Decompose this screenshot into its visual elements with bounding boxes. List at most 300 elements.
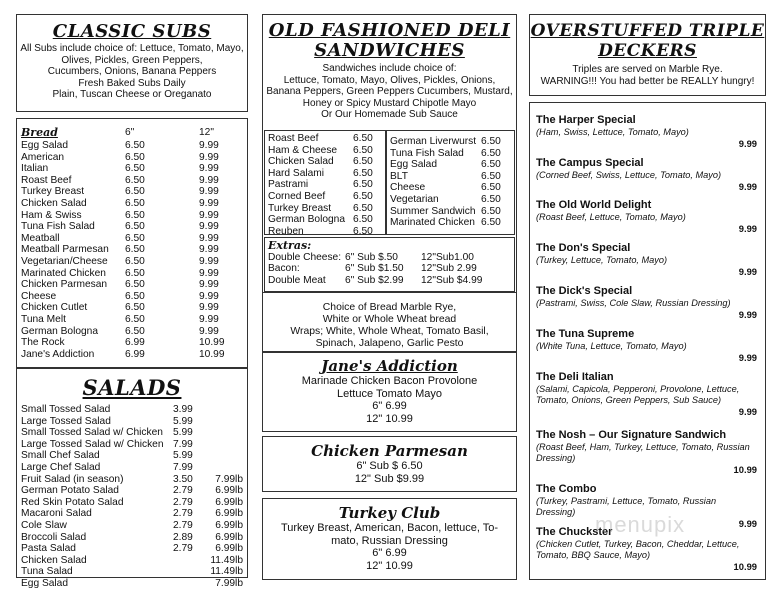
sub-name: Ham & Swiss	[21, 209, 82, 221]
sub-row	[17, 314, 247, 326]
salad-price: 2.79	[173, 543, 193, 555]
sub-price-6: 6.50	[125, 151, 145, 163]
deli-price: 6.50	[353, 133, 373, 144]
sub-name: Tuna Fish Salad	[21, 221, 95, 233]
salad-price-lb: 11.49lb	[210, 554, 243, 566]
deli-price: 6.50	[353, 179, 373, 191]
salad-price-lb: 6.99lb	[215, 531, 243, 543]
extra-name: Double Meat	[268, 274, 326, 286]
sub-name: German Bologna	[21, 325, 99, 337]
deli-price: 6.50	[481, 217, 501, 229]
extra-price-12: 12"Sub 2.99	[421, 263, 477, 275]
salad-name: German Potato Salad	[21, 485, 119, 497]
salad-name: Egg Salad	[21, 577, 69, 589]
triple-price: 9.99	[738, 406, 757, 418]
extra-price-6: 6" Sub $1.50	[345, 263, 404, 275]
salad-name: Chicken Salad	[21, 554, 87, 566]
sub-price-12: 9.99	[199, 267, 219, 279]
deli-list-left-box	[264, 130, 386, 235]
triple-name: The Old World Delight	[536, 199, 652, 211]
sub-price-12: 9.99	[199, 325, 219, 337]
sub-price-6: 6.50	[125, 163, 145, 175]
detail-line: Lettuce Tomato Mayo	[337, 387, 442, 400]
sub-row	[17, 163, 247, 175]
salad-price: 7.99	[173, 461, 193, 473]
bread-choice-text	[263, 302, 516, 350]
janes-addiction-title: Jane's Addiction	[321, 357, 458, 375]
deli-row	[387, 194, 514, 206]
triple-name: The Dick's Special	[536, 285, 633, 297]
salad-row	[17, 439, 247, 451]
sub-price-12: 10.99	[199, 337, 225, 349]
salad-name: Tuna Salad	[21, 566, 73, 578]
triple-name: The Combo	[536, 483, 597, 495]
deli-name: Marinated Chicken	[390, 217, 475, 229]
deli-row	[387, 148, 514, 160]
salad-name: Broccoli Salad	[21, 531, 87, 543]
salad-row	[17, 578, 247, 590]
salads-title: SALADS	[82, 375, 182, 400]
salad-name: Large Tossed Salad	[21, 415, 111, 427]
desc-line: All Subs include choice of: Lettuce, Tomato, Mayo,	[20, 43, 244, 54]
extra-price-12: 12"Sub $4.99	[421, 274, 483, 286]
salad-row	[17, 532, 247, 544]
deli-title-line: OLD FASHIONED DELI	[268, 20, 511, 41]
deli-row	[387, 171, 514, 183]
triple-desc: (Roast Beef, Ham, Turkey, Lettuce, Tomato, Russian Dressing)	[536, 442, 750, 464]
deli-price: 6.50	[353, 144, 373, 156]
deli-price: 6.50	[353, 156, 373, 168]
deli-list-right-box	[386, 130, 515, 235]
sub-row	[17, 326, 247, 338]
deli-list-left	[265, 133, 385, 237]
deli-price: 6.50	[353, 214, 373, 226]
sub-row	[17, 349, 247, 361]
extras-label-row	[265, 240, 514, 252]
sub-price-12: 9.99	[199, 209, 219, 221]
desc-line: Or Our Homemade Sub Sauce	[321, 109, 458, 121]
deli-row	[265, 191, 385, 203]
detail-line: mato, Russian Dressing	[331, 534, 448, 547]
extras-list	[265, 252, 514, 287]
deli-name: Vegetarian	[390, 193, 439, 205]
sub-name: Meatball	[21, 232, 60, 244]
triple-name: The Campus Special	[536, 157, 644, 169]
sub-price-12: 9.99	[199, 163, 219, 175]
deli-name: German Bologna	[268, 214, 346, 226]
triple-desc: (Roast Beef, Lettuce, Tomato, Mayo)	[536, 212, 686, 222]
salad-name: Large Tossed Salad w/ Chicken	[21, 438, 164, 450]
deli-price: 6.50	[481, 147, 501, 159]
salad-price: 5.99	[173, 450, 193, 462]
sub-price-6: 6.50	[125, 140, 145, 151]
sub-name: Tuna Melt	[21, 313, 66, 325]
salad-price: 7.99	[173, 438, 193, 450]
deli-description	[263, 63, 516, 121]
sub-row	[17, 221, 247, 233]
triple-item	[536, 156, 757, 193]
deli-row	[387, 217, 514, 229]
detail-line: Turkey Breast, American, Bacon, lettuce, To-	[280, 522, 499, 534]
deli-name: Pastrami	[268, 179, 309, 191]
sub-price-6: 6.50	[125, 267, 145, 279]
sub-price-6: 6.50	[125, 302, 145, 314]
deli-price: 6.50	[481, 170, 501, 182]
triple-desc: (Salami, Capicola, Pepperoni, Provolone, Lettuce, Tomato, Onions, Green Peppers, Sub Sauce)	[536, 384, 740, 406]
sub-price-12: 9.99	[199, 197, 219, 209]
sub-price-12: 9.99	[199, 255, 219, 267]
deli-name: Corned Beef	[268, 190, 326, 202]
turkey-club-panel	[262, 498, 517, 580]
sub-price-6: 6.50	[125, 197, 145, 209]
salad-price: 2.79	[173, 485, 193, 497]
sub-price-6: 6.50	[125, 186, 145, 198]
bread-line: Wraps; White, Whole Wheat, Tomato Basil,	[290, 326, 489, 337]
classic-subs-panel	[16, 14, 248, 112]
turkey-club-title: Turkey Club	[338, 504, 441, 522]
sub-row	[17, 175, 247, 187]
extra-price-12: 12"Sub1.00	[421, 251, 474, 263]
deli-price: 6.50	[353, 202, 373, 214]
sub-row	[17, 337, 247, 349]
sub-name: Italian	[21, 163, 49, 175]
sub-row	[17, 152, 247, 164]
sub-name: Jane's Addiction	[21, 348, 95, 360]
salad-price-lb: 6.99lb	[215, 519, 243, 531]
classic-subs-description	[17, 43, 247, 101]
deli-row	[265, 214, 385, 226]
sub-name: Turkey Breast	[21, 186, 85, 198]
salad-row	[17, 566, 247, 578]
salad-name: Small Tossed Salad w/ Chicken	[21, 427, 163, 439]
six-inch-header: 6"	[125, 127, 135, 138]
salad-price-lb: 6.99lb	[215, 496, 243, 508]
sub-name: Meatball Parmesan	[21, 244, 109, 256]
triple-item	[536, 198, 757, 235]
deli-title	[263, 21, 516, 61]
extra-row	[265, 252, 514, 264]
desc-line: Cucumbers, Onions, Banana Peppers	[47, 66, 217, 78]
sub-price-12: 9.99	[199, 221, 219, 233]
detail-line: 12" Sub $9.99	[354, 472, 425, 485]
sub-price-12: 9.99	[199, 302, 219, 314]
deli-name: Roast Beef	[268, 133, 319, 144]
salad-row	[17, 543, 247, 555]
salad-price: 2.79	[173, 496, 193, 508]
deli-name: Turkey Breast	[268, 202, 332, 214]
desc-line: Banana Peppers, Green Peppers Cucumbers, Mustard,	[266, 86, 513, 98]
salad-row	[17, 485, 247, 497]
sub-name: Marinated Chicken	[21, 267, 106, 279]
sub-price-12: 9.99	[199, 232, 219, 244]
desc-line: Fresh Baked Subs Daily	[78, 77, 186, 89]
salad-price: 5.99	[173, 415, 193, 427]
triple-name: The Don's Special	[536, 242, 631, 254]
salad-price: 2.79	[173, 519, 193, 531]
triple-name: The Harper Special	[536, 114, 636, 126]
deli-row	[265, 168, 385, 180]
deli-price: 6.50	[481, 159, 501, 171]
triple-price: 9.99	[738, 138, 757, 150]
sub-row	[17, 198, 247, 210]
salad-price: 5.99	[173, 427, 193, 439]
salad-price: 2.79	[173, 508, 193, 520]
detail-line: 12" 10.99	[366, 559, 413, 572]
sub-name: Chicken Parmesan	[21, 279, 108, 291]
sub-row	[17, 268, 247, 280]
deli-price: 6.50	[481, 182, 501, 194]
sub-row	[17, 244, 247, 256]
triple-price: 9.99	[738, 518, 757, 530]
salad-name: Pasta Salad	[21, 543, 76, 555]
turkey-club-details	[263, 522, 516, 572]
deli-name: Egg Salad	[390, 159, 438, 171]
subs-list	[17, 140, 247, 360]
sub-name: Egg Salad	[21, 140, 69, 151]
triple-desc: (Turkey, Pastrami, Lettuce, Tomato, Russian Dressing)	[536, 496, 717, 518]
price-header-row	[17, 127, 247, 140]
deli-row	[265, 156, 385, 168]
sub-price-12: 9.99	[199, 290, 219, 302]
triple-price: 9.99	[738, 309, 757, 321]
sub-price-12: 9.99	[199, 140, 219, 151]
salad-row	[17, 508, 247, 520]
triple-name: The Deli Italian	[536, 371, 614, 383]
sub-price-6: 6.99	[125, 337, 145, 349]
deli-row	[387, 206, 514, 218]
extra-name: Bacon:	[268, 263, 300, 275]
sub-row	[17, 291, 247, 303]
deli-price: 6.50	[353, 167, 373, 179]
sub-row	[17, 140, 247, 152]
sub-price-12: 10.99	[199, 348, 225, 360]
triple-price: 9.99	[738, 266, 757, 278]
sub-name: American	[21, 151, 65, 163]
sub-row	[17, 186, 247, 198]
deli-row	[265, 133, 385, 145]
triple-deckers-header-panel	[529, 14, 766, 96]
triple-price: 10.99	[733, 561, 757, 573]
salad-name: Cole Slaw	[21, 519, 67, 531]
salad-row	[17, 404, 247, 416]
desc-line: Triples are served on Marble Rye.	[572, 64, 723, 75]
salad-row	[17, 450, 247, 462]
classic-subs-title: CLASSIC SUBS	[52, 21, 212, 42]
deli-name: BLT	[390, 170, 408, 182]
sub-price-6: 6.50	[125, 174, 145, 186]
triple-item	[536, 428, 757, 476]
salad-price-lb: 11.49lb	[210, 566, 243, 578]
triple-item	[536, 241, 757, 278]
triple-desc: (Ham, Swiss, Lettuce, Tomato, Mayo)	[536, 127, 689, 137]
salad-row	[17, 416, 247, 428]
sub-name: Roast Beef	[21, 174, 72, 186]
sub-price-6: 6.50	[125, 325, 145, 337]
salad-row	[17, 520, 247, 532]
sub-row	[17, 302, 247, 314]
triple-name: The Tuna Supreme	[536, 328, 635, 340]
sub-name: Cheese	[21, 290, 57, 302]
deli-row	[265, 145, 385, 157]
sub-name: Chicken Salad	[21, 197, 87, 209]
deli-price: 6.50	[481, 136, 501, 147]
salad-row	[17, 462, 247, 474]
sub-price-12: 9.99	[199, 313, 219, 325]
sub-row	[17, 256, 247, 268]
sub-name: The Rock	[21, 337, 65, 349]
deli-title-line: SANDWICHES	[314, 40, 465, 61]
triple-price: 9.99	[738, 223, 757, 235]
janes-addiction-panel	[262, 352, 517, 432]
sub-price-12: 9.99	[199, 186, 219, 198]
sub-row	[17, 210, 247, 222]
detail-line: 6" 6.99	[372, 400, 407, 412]
deli-row	[265, 203, 385, 215]
deli-row	[387, 159, 514, 171]
sub-price-6: 6.50	[125, 244, 145, 256]
salad-name: Small Tossed Salad	[21, 404, 111, 415]
detail-line: Marinade Chicken Bacon Provolone	[301, 375, 478, 387]
deli-price: 6.50	[481, 205, 501, 217]
sub-price-12: 9.99	[199, 244, 219, 256]
triple-name: The Chuckster	[536, 526, 613, 538]
salad-name: Macaroni Salad	[21, 508, 92, 520]
deli-price: 6.50	[353, 225, 373, 237]
detail-line: 12" 10.99	[366, 412, 413, 425]
salad-row	[17, 427, 247, 439]
deli-name: Cheese	[390, 182, 426, 194]
salad-row	[17, 474, 247, 486]
extra-price-6: 6" Sub $.50	[345, 251, 398, 263]
triple-title-line: OVERSTUFFED TRIPLE	[530, 21, 765, 41]
extra-price-6: 6" Sub $2.99	[345, 274, 404, 286]
sub-price-12: 9.99	[199, 279, 219, 291]
sub-name: Chicken Cutlet	[21, 302, 88, 314]
extras-label: Extras:	[268, 239, 312, 252]
salads-list	[17, 404, 247, 590]
triple-deckers-list-panel	[529, 102, 766, 580]
desc-line: Plain, Tuscan Cheese or Oreganato	[52, 89, 212, 101]
watermark: menupix	[595, 512, 686, 537]
desc-line: Sandwiches include choice of:	[322, 63, 457, 74]
salad-price: 2.89	[173, 531, 193, 543]
triple-item	[536, 327, 757, 364]
deli-name: Reuben	[268, 225, 304, 237]
deli-row	[265, 179, 385, 191]
deli-list-right	[387, 136, 514, 229]
deli-name: Hard Salami	[268, 167, 325, 179]
salad-price-lb: 6.99lb	[215, 508, 243, 520]
triple-desc: (Corned Beef, Swiss, Lettuce, Tomato, Mayo)	[536, 170, 722, 180]
triple-price: 9.99	[738, 352, 757, 364]
triple-item	[536, 370, 757, 418]
triple-price: 10.99	[733, 464, 757, 476]
deli-row	[265, 226, 385, 238]
deli-row	[387, 182, 514, 194]
triple-desc: (Turkey, Lettuce, Tomato, Mayo)	[536, 255, 668, 265]
deli-name: Chicken Salad	[268, 156, 334, 168]
salad-price-lb: 6.99lb	[215, 485, 243, 497]
sub-price-6: 6.50	[125, 255, 145, 267]
triple-desc: (White Tuna, Lettuce, Tomato, Mayo)	[536, 341, 687, 351]
sub-price-6: 6.99	[125, 348, 145, 360]
salads-panel	[16, 368, 248, 589]
triple-deckers-title	[530, 21, 765, 61]
chicken-parmesan-details	[263, 460, 516, 485]
deli-extras-box	[264, 237, 515, 292]
sub-price-6: 6.50	[125, 290, 145, 302]
sub-name: Vegetarian/Cheese	[21, 255, 108, 267]
janes-addiction-details	[263, 375, 516, 425]
classic-subs-price-panel	[16, 118, 248, 368]
sub-row	[17, 279, 247, 291]
sub-price-12: 9.99	[199, 174, 219, 186]
salad-row	[17, 497, 247, 509]
triple-title-line: DECKERS	[598, 41, 697, 61]
salad-price: 3.50	[173, 473, 193, 485]
sub-row	[17, 233, 247, 245]
deli-name: German Liverwurst	[390, 136, 477, 147]
extra-row	[265, 263, 514, 275]
salad-price-lb: 7.99lb	[215, 577, 243, 589]
sub-price-6: 6.50	[125, 279, 145, 291]
bread-header: Bread	[21, 126, 58, 139]
salad-name: Small Chef Salad	[21, 450, 100, 462]
deli-price: 6.50	[353, 190, 373, 202]
triple-item	[536, 113, 757, 150]
triple-desc: (Chicken Cutlet, Turkey, Bacon, Cheddar, Lettuce, Tomato, BBQ Sauce, Mayo)	[536, 539, 740, 561]
salad-price-lb: 7.99lb	[215, 473, 243, 485]
detail-line: 6" 6.99	[372, 547, 407, 559]
extra-name: Double Cheese:	[268, 251, 342, 263]
salad-price: 3.99	[173, 404, 193, 415]
bread-choice-panel	[262, 292, 517, 352]
desc-line: Lettuce, Tomato, Mayo, Olives, Pickles, Onions,	[283, 74, 496, 86]
bread-line: Spinach, Jalapeno, Garlic Pesto	[315, 338, 464, 349]
salad-price-lb: 6.99lb	[215, 543, 243, 555]
sub-price-6: 6.50	[125, 221, 145, 233]
chicken-parmesan-title: Chicken Parmesan	[311, 442, 468, 460]
desc-line: WARNING!!! You had better be REALLY hungry!	[540, 75, 755, 87]
salad-name: Large Chef Salad	[21, 461, 101, 473]
salad-name: Fruit Salad (in season)	[21, 473, 124, 485]
triple-desc: (Pastrami, Swiss, Cole Slaw, Russian Dressing)	[536, 298, 731, 308]
deli-name: Summer Sandwich	[390, 205, 476, 217]
deli-name: Tuna Fish Salad	[390, 147, 464, 159]
extra-row	[265, 275, 514, 287]
sub-price-12: 9.99	[199, 151, 219, 163]
desc-line: Honey or Spicy Mustard Chipotle Mayo	[302, 97, 477, 109]
deli-row	[387, 136, 514, 148]
sub-price-6: 6.50	[125, 209, 145, 221]
bread-line: White or Whole Wheat bread	[322, 314, 457, 325]
twelve-inch-header: 12"	[199, 127, 214, 138]
sub-price-6: 6.50	[125, 313, 145, 325]
salad-name: Red Skin Potato Salad	[21, 496, 124, 508]
chicken-parmesan-panel	[262, 436, 517, 492]
salad-row	[17, 555, 247, 567]
deli-name: Ham & Cheese	[268, 144, 338, 156]
detail-line: 6" Sub $ 6.50	[356, 460, 423, 472]
triple-name: The Nosh – Our Signature Sandwich	[536, 429, 727, 441]
sub-price-6: 6.50	[125, 232, 145, 244]
triple-deckers-description	[530, 64, 765, 87]
triple-item	[536, 284, 757, 321]
desc-line: Olives, Pickles, Green Peppers,	[61, 54, 203, 66]
bread-line: Choice of Bread Marble Rye,	[322, 302, 457, 313]
deli-price: 6.50	[481, 193, 501, 205]
triple-price: 9.99	[738, 181, 757, 193]
